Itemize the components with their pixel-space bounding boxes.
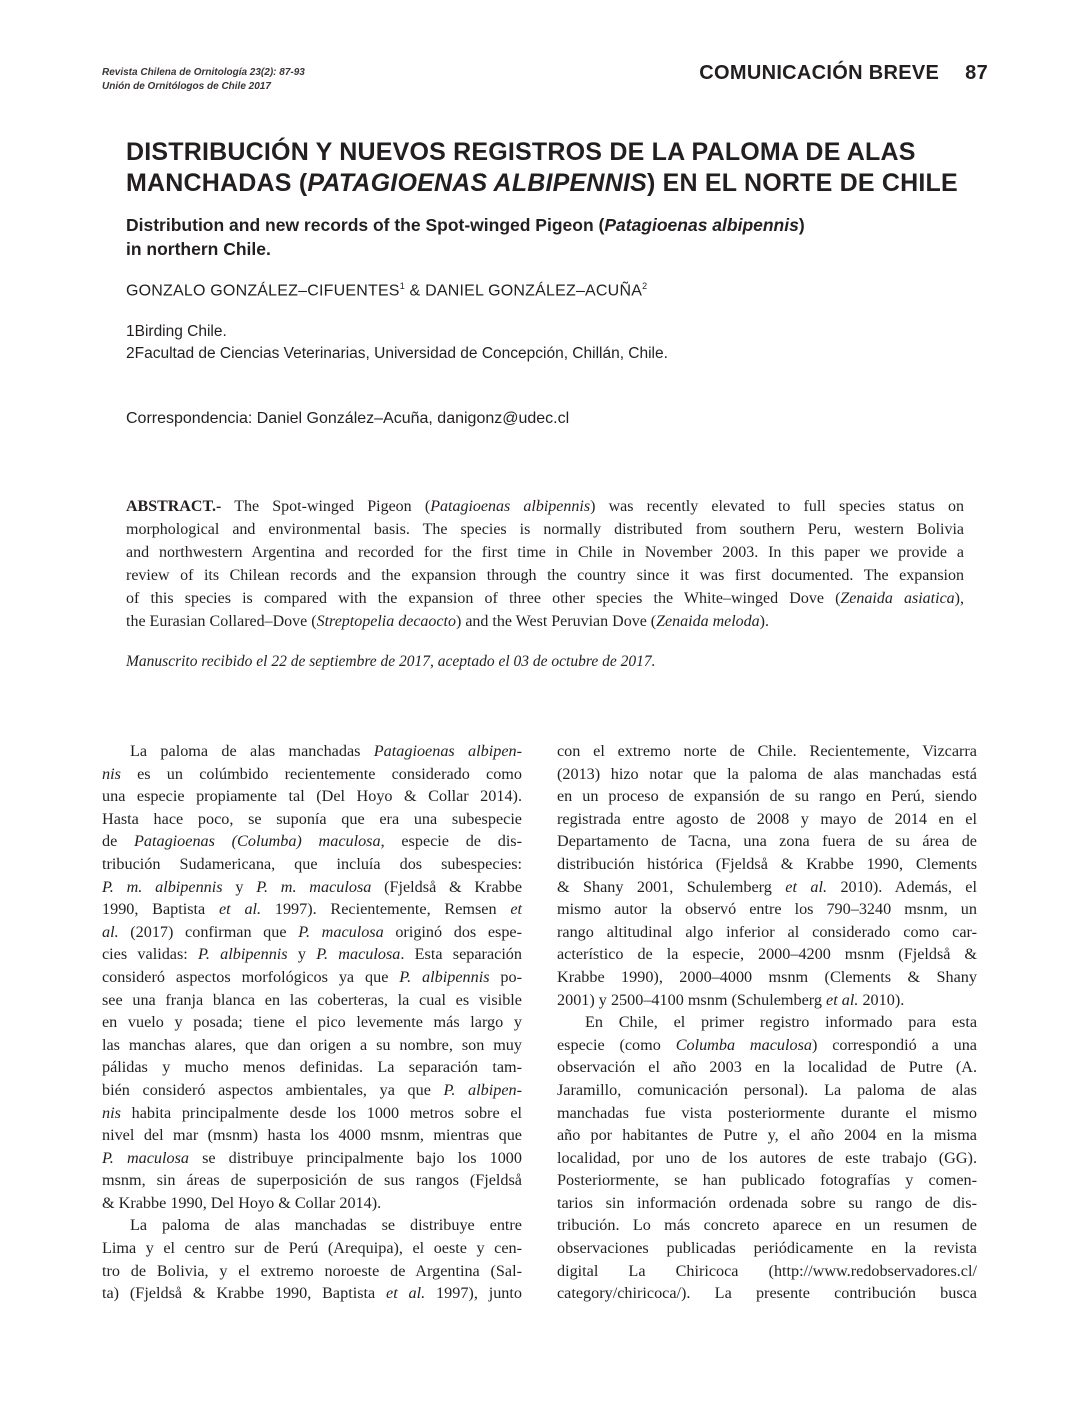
text-run: 2010). [858,990,905,1009]
text-run: Jaramillo, comunicación personal). La paloma de alas [557,1080,977,1099]
text-line [557,943,977,966]
affiliation-1: 1Birding Chile. [126,323,227,340]
correspondence: Correspondencia: Daniel González–Acuña, danigonz@udec.cl [126,410,570,427]
text-line [102,1079,522,1102]
author-1-affiliation: 1 [399,281,405,291]
text-run: see una franja blanca en las coberteras, la cual es visible [102,990,522,1009]
text-run: tarios sin información ordenada sobre su rango de dis- [557,1193,977,1212]
text-run: Departamento de Tacna, una zona fuera de su área de [557,832,977,851]
text-line [557,785,977,808]
abstract-label: ABSTRACT.- [126,498,222,515]
text-run: una especie propiamente tal (Del Hoyo & Collar 2014). [102,787,522,806]
abstract-line [126,587,964,610]
text-run: distribución histórica (Fjeldså & Krabbe 1990, Clements [557,854,977,873]
text-run: las manchas alares, que dan origen a su nombre, son muy [102,1035,522,1054]
text-line [102,1011,522,1034]
text-line [557,1011,977,1034]
text-run: (2013) hizo notar que la paloma de alas manchadas está [557,764,977,783]
text-line [557,1214,977,1237]
author-separator: & [404,282,426,300]
text-run: La paloma de alas manchadas [130,742,374,760]
text-run: observaciones publicadas periódicamente en la revista [557,1239,977,1258]
text-line [102,808,522,831]
text-line [557,898,977,921]
text-run: digital La Chiricoca (http://www.redobservadores.cl/ [557,1261,977,1280]
text-line [557,808,977,831]
affiliations [126,321,668,365]
author-2-affiliation: 2 [642,281,648,291]
text-line [557,1102,977,1125]
italic-term: Patagioenas (Columba) maculosa [134,832,381,851]
text-run: tribución Sudamericana, que incluía dos subespecies: [102,854,522,873]
text-run: originó dos espe- [383,922,522,941]
text-line [102,1282,522,1305]
text-run: bién consideró aspectos ambientales, ya que [102,1080,444,1099]
title-line-2 [126,168,986,199]
text-line [557,1034,977,1057]
text-line [102,853,522,876]
text-run: y [287,945,317,964]
section-header [699,62,988,85]
text-line [102,1124,522,1147]
text-line [102,1056,522,1079]
title-text: ) EN EL NORTE DE CHILE [646,169,958,197]
author-1: GONZALO GONZÁLEZ–CIFUENTES [126,282,400,300]
text-run: en un proceso de expansión de su rango en Perú, siendo [557,787,977,806]
text-line [102,1214,522,1237]
text-run: registrada entre agosto de 2008 y mayo de 2014 en el [557,809,977,828]
text-line [102,989,522,1012]
abstract-species: Zenaida meloda [656,613,760,630]
text-run: se distribuye principalmente bajo los 1000 [189,1148,522,1167]
text-run: (2017) confirman que [118,922,299,941]
body-column-left [102,740,522,1305]
text-run: localidad, por uno de los autores de este trabajo (GG). [557,1148,977,1167]
text-run: La paloma de alas manchadas se distribuye entre [130,1216,522,1235]
text-run: 2010). Además, el [827,877,977,896]
body-column-right [557,740,977,1305]
italic-term: P. albipennis [198,945,288,964]
abstract-line: review of its Chilean records and the expansion through the country since it was first documented. The expansion [126,567,964,584]
italic-term: Patagioenas albipen- [373,742,522,760]
journal-line-1: Revista Chilena de Ornitología 23(2): 87-93 [102,67,305,78]
text-line [557,1124,977,1147]
english-title [126,213,986,261]
affiliation-2: 2Facultad de Ciencias Veterinarias, Universidad de Concepción, Chillán, Chile. [126,345,668,362]
text-line [102,921,522,944]
text-line [557,830,977,853]
italic-term: P. maculosa [102,1148,189,1167]
italic-term: P. maculosa [316,945,401,964]
article-title [126,137,986,199]
text-line [557,1056,977,1079]
text-line [102,876,522,899]
text-run: en vuelo y posada; tiene el pico levemente más largo y [102,1013,522,1032]
italic-term: P. albipennis [399,967,490,986]
text-run: habita principalmente desde los 1000 metros sobre el [120,1103,522,1122]
text-line [557,763,977,786]
paragraph [557,1011,977,1305]
text-run: pálidas y mucho menos definidas. La separación tam- [102,1058,522,1077]
abstract-text: The Spot-winged Pigeon ( [221,498,431,515]
text-run: observación el año 2003 en la localidad de Putre (A. [557,1058,977,1077]
text-line [557,1169,977,1192]
text-line [102,740,522,763]
text-run: es un colúmbido recientemente considerado como [120,764,522,783]
italic-term: P. m. maculosa [256,877,372,896]
text-line [557,853,977,876]
text-run: 1997). Recientemente, Remsen [261,900,511,919]
text-line [557,1079,977,1102]
italic-term: et al. [386,1284,426,1303]
text-line [557,1237,977,1260]
text-run: especie (como [557,1035,676,1054]
text-run: manchadas fue vista posteriormente durante el mismo [557,1103,977,1122]
italic-term: et al. [785,877,828,896]
text-run: msnm, sin áreas de superposición de sus rangos (Fjeldså [102,1171,522,1190]
abstract-species: Streptopelia decaocto [316,613,456,630]
text-line [102,1147,522,1170]
text-run: category/chiricoca/). La presente contribución busca [557,1284,977,1303]
abstract-text: the Eurasian Collared–Dove ( [126,613,317,630]
text-run: tro de Bolivia, y el extremo noroeste de Argentina (Sal- [102,1261,522,1280]
text-line [557,966,977,989]
subtitle-text: Distribution and new records of the Spot-winged Pigeon ( [126,215,605,235]
italic-term: et [510,900,523,919]
text-run: & Shany 2001, Schulemberg [557,877,786,896]
italic-term: et al. [219,900,262,919]
title-species: PATAGIOENAS ALBIPENNIS [307,169,647,197]
text-run: Hasta hace poco, se suponía que era una subespecie [102,809,522,828]
abstract-text: ) was recently elevated to full species status on [590,498,965,515]
section-label: COMUNICACIÓN BREVE [699,62,940,84]
text-run: y [222,877,257,896]
abstract-species: Zenaida asiatica [840,590,955,607]
text-line [102,763,522,786]
text-line [102,898,522,921]
text-run: & Krabbe 1990, Del Hoyo & Collar 2014). [102,1193,382,1212]
italic-term: et al. [826,990,859,1009]
paragraph [102,1214,522,1304]
text-run: 2001) y 2500–4100 msnm (Schulemberg [557,990,827,1009]
abstract-text: ), [954,590,964,607]
text-line [102,1034,522,1057]
text-line [557,1282,977,1305]
italic-term: nis [102,764,121,783]
text-run: . Esta separación [400,945,522,964]
text-run: tribución. Lo más concreto aparece en un resumen de [557,1216,977,1235]
text-run: ) correspondió a una [811,1035,977,1054]
journal-citation [102,66,305,94]
text-run: mismo autor la observó entre los 790–3240 msnm, un [557,900,977,919]
italic-term: Columba maculosa [675,1035,812,1054]
text-run: po- [489,967,522,986]
text-run: rango altitudinal algo inferior al considerado como car- [557,922,977,941]
abstract [126,495,964,633]
text-run: 1997), junto [425,1284,522,1303]
italic-term: nis [102,1103,121,1122]
text-run: 1990, Baptista [102,900,219,919]
text-run: ta) (Fjeldså & Krabbe 1990, Baptista [102,1284,387,1303]
abstract-text: ). [759,613,769,630]
title-line-1: DISTRIBUCIÓN Y NUEVOS REGISTROS DE LA PALOMA DE ALAS [126,138,916,166]
paragraph [102,740,522,1214]
text-line [557,1192,977,1215]
text-line [557,1260,977,1283]
italic-term: P. m. albipennis [102,877,223,896]
abstract-line [126,495,964,518]
text-line [102,966,522,989]
text-line [102,1260,522,1283]
text-line [557,1147,977,1170]
text-run: nivel del mar (msnm) hasta los 4000 msnm, mientras que [102,1126,522,1145]
text-run: acterístico de la especie, 2000–4200 msnm (Fjeldså & [557,945,977,964]
text-run: Posteriormente, se han publicado fotografías y comen- [557,1171,977,1190]
subtitle-text: ) [798,215,805,235]
text-run: cies validas: [102,945,199,964]
text-line [102,943,522,966]
paragraph [557,740,977,1011]
text-line [557,740,977,763]
author-list [126,281,647,300]
text-line [102,785,522,808]
abstract-species: Patagioenas albipennis [430,498,591,515]
text-line [102,1102,522,1125]
subtitle-line-1 [126,213,986,237]
text-line [557,876,977,899]
abstract-text: ) and the West Peruvian Dove ( [455,613,657,630]
title-text: MANCHADAS ( [126,169,308,197]
text-run: En Chile, el primer registro informado para esta [585,1013,977,1032]
text-run: , especie de dis- [380,832,523,851]
page-number: 87 [965,62,988,84]
abstract-line: morphological and environmental basis. The species is normally distributed from southern Peru, western Bolivia [126,521,964,538]
text-run: Lima y el centro sur de Perú (Arequipa), el oeste y cen- [102,1239,522,1258]
text-line [102,1192,522,1215]
author-2: DANIEL GONZÁLEZ–ACUÑA [425,282,643,300]
text-run: Krabbe 1990), 2000–4000 msnm (Clements & Shany [557,967,977,986]
journal-line-2: Unión de Ornitólogos de Chile 2017 [102,81,271,92]
italic-term: al. [102,922,119,941]
text-line [102,1237,522,1260]
received-dates: Manuscrito recibido el 22 de septiembre de 2017, aceptado el 03 de octubre de 2017. [126,653,656,670]
italic-term: P. maculosa [298,922,384,941]
text-line [102,1169,522,1192]
text-line [557,989,977,1012]
text-line [102,830,522,853]
text-run: de [102,832,135,851]
abstract-line [126,610,964,633]
abstract-text: of this species is compared with the expansion of three other species the White–winged Dove ( [126,590,841,607]
text-run: año por habitantes de Putre y, el año 2004 en la misma [557,1126,977,1145]
text-run: (Fjeldså & Krabbe [371,877,523,896]
italic-term: P. albipen- [443,1080,522,1099]
text-run: consideró aspectos morfológicos ya que [102,967,400,986]
text-line [557,921,977,944]
subtitle-line-2: in northern Chile. [126,239,271,259]
subtitle-species: Patagioenas albipennis [604,215,799,235]
text-run: con el extremo norte de Chile. Recientemente, Vizcarra [557,742,977,760]
abstract-line: and northwestern Argentina and recorded for the first time in Chile in November 2003. In this paper we provide a [126,544,964,561]
